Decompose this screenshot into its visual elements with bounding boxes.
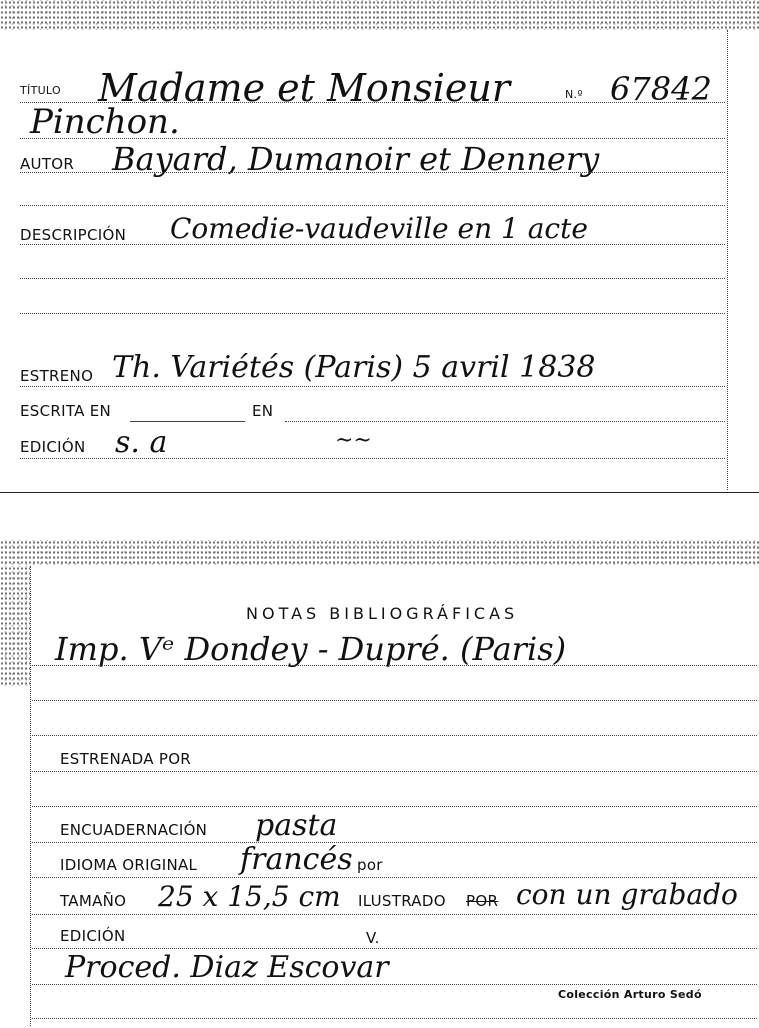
edicion2-line [32, 948, 757, 949]
en-label: EN [252, 402, 274, 420]
tamano-label: TAMAÑO [60, 892, 127, 910]
titulo-value: Madame et Monsieur [98, 66, 511, 110]
autor-value: Bayard, Dumanoir et Dennery [112, 140, 600, 178]
top-scan-noise [0, 0, 759, 30]
descripcion-line [20, 244, 725, 245]
card2-scan-noise [0, 540, 759, 566]
blank-line-1 [20, 205, 725, 206]
notas-line-3 [32, 735, 757, 736]
encuadernacion-line [32, 842, 757, 843]
card2-left-noise [0, 566, 30, 686]
edicion-label: EDICIÓN [20, 438, 86, 456]
estrenada-line [32, 771, 757, 772]
coleccion-stamp: Colección Arturo Sedó [558, 988, 702, 1001]
edicion-value: s. a [115, 425, 168, 460]
proced-value: Proced. Diaz Escovar [65, 950, 389, 985]
en-line [285, 421, 725, 422]
por-label: por [357, 856, 383, 874]
estreno-line [20, 386, 725, 387]
encuadernacion-value: pasta [255, 808, 338, 843]
descripcion-label: DESCRIPCIÓN [20, 226, 127, 244]
tamano-line [32, 914, 757, 915]
v-label: V. [366, 929, 380, 947]
titulo-label: TÍTULO [20, 84, 61, 97]
escrita-line [130, 421, 245, 422]
estrenada-label: ESTRENADA POR [60, 750, 192, 768]
bottom-line [32, 1018, 757, 1019]
ilustrado-label: ILUSTRADO [358, 892, 446, 910]
card1-bottom-edge [0, 492, 759, 493]
encuadernacion-label: ENCUADERNACIÓN [60, 821, 208, 839]
por-struck: POR [466, 892, 499, 910]
autor-label: AUTOR [20, 155, 75, 173]
numero-label: N.º [565, 88, 583, 101]
titulo-value-cont: Pinchon. [30, 102, 180, 142]
titulo-line-2 [20, 138, 725, 139]
escrita-label: ESCRITA EN [20, 402, 112, 420]
estreno-label: ESTRENO [20, 367, 94, 385]
whiteout-blot [385, 922, 427, 948]
descripcion-value: Comedie-vaudeville en 1 acte [170, 212, 588, 245]
idioma-value: francés [240, 842, 353, 877]
estreno-value: Th. Variétés (Paris) 5 avril 1838 [112, 350, 596, 385]
proced-line [32, 984, 757, 985]
numero-value: 67842 [610, 70, 712, 108]
notas-heading: NOTAS BIBLIOGRÁFICAS [246, 604, 519, 623]
card2-left-border [30, 566, 31, 1026]
edicion2-label: EDICIÓN [60, 927, 126, 945]
tamano-value: 25 x 15,5 cm [158, 880, 341, 913]
notas-value: Imp. Vᵉ Dondey - Dupré. (Paris) [55, 630, 567, 668]
notas-line-1 [32, 665, 757, 666]
edicion-mark: ~~ [335, 428, 372, 453]
ilustrado-value: con un grabado [516, 878, 738, 911]
notas-line-2 [32, 700, 757, 701]
card1-right-border [727, 30, 728, 490]
blank-line-4 [32, 806, 757, 807]
autor-line [20, 172, 725, 173]
idioma-label: IDIOMA ORIGINAL [60, 856, 198, 874]
blank-line-2 [20, 278, 725, 279]
blank-line-3 [20, 313, 725, 314]
edicion-line [20, 458, 725, 459]
